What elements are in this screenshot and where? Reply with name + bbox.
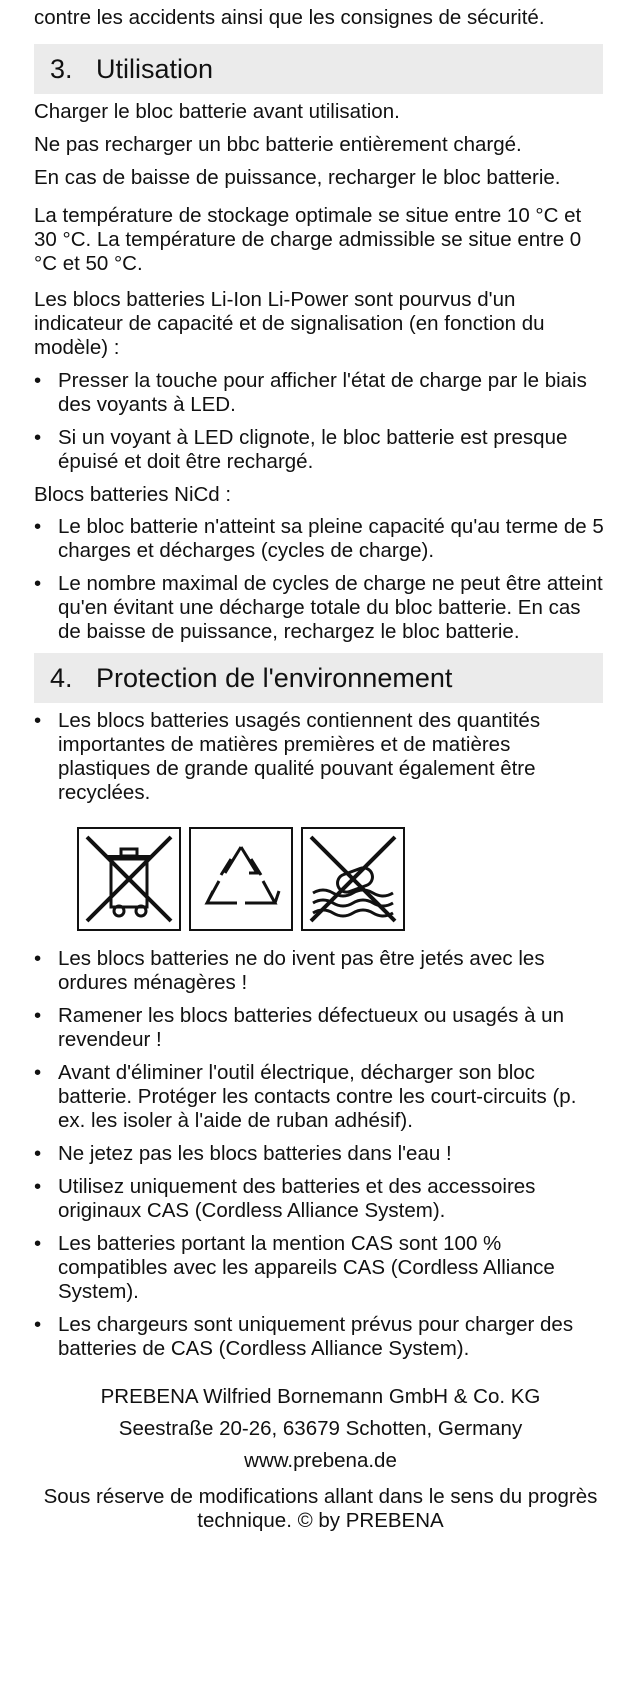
company-website[interactable]: www.prebena.de — [244, 1449, 397, 1472]
paragraph: Charger le bloc batterie avant utilisation. — [34, 100, 400, 123]
list-item: • Les blocs batteries ne do ivent pas être jetés avec les ordures ménagères ! — [34, 947, 607, 995]
section-4-heading — [34, 653, 603, 703]
footer — [34, 1383, 607, 1533]
paragraph: Ne pas recharger un bbc batterie entièrement chargé. — [34, 133, 522, 156]
env-intro-list — [34, 709, 607, 805]
list-item: • Ne jetez pas les blocs batteries dans l'eau ! — [34, 1142, 607, 1166]
intro-text: contre les accidents ainsi que les consignes de sécurité. — [34, 6, 545, 29]
list-item: • Les batteries portant la mention CAS sont 100 % compatibles avec les appareils CAS (Cordless Alliance System). — [34, 1232, 607, 1304]
section-4-number: 4. — [50, 663, 73, 693]
list-item: • Si un voyant à LED clignote, le bloc batterie est presque épuisé et doit être rechargé. — [34, 426, 607, 474]
paragraph: En cas de baisse de puissance, recharger le bloc batterie. — [34, 166, 561, 189]
nicd-bullet-list — [34, 515, 607, 644]
list-item: • Avant d'éliminer l'outil électrique, décharger son bloc batterie. Protéger les contacts contre les court-circuits (p. ex. les isoler à l'aide de ruban adhésif). — [34, 1061, 607, 1133]
company-name: PREBENA Wilfried Bornemann GmbH & Co. KG — [100, 1385, 541, 1408]
list-item: • Presser la touche pour afficher l'état de charge par le biais des voyants à LED. — [34, 369, 607, 417]
disposal-icons — [77, 827, 607, 931]
section-3-number: 3. — [50, 54, 73, 84]
crossed-bin-icon — [77, 827, 181, 931]
list-item: • Ramener les blocs batteries défectueux ou usagés à un revendeur ! — [34, 1004, 607, 1052]
section-3-heading — [34, 44, 603, 94]
paragraph: La température de stockage optimale se situe entre 10 °C et 30 °C. La température de charge admissible se situe entre 0 °C et 50 °C. — [34, 204, 582, 275]
list-item: • Les blocs batteries usagés contiennent des quantités importantes de matières premières et de matières plastiques de grande qualité pouvant également être recyclées. — [34, 709, 607, 805]
nicd-label: Blocs batteries NiCd : — [34, 483, 232, 506]
list-item: • Le nombre maximal de cycles de charge ne peut être atteint qu'en évitant une décharge totale du bloc batterie. En cas de baisse de puissance, rechargez le bloc batterie. — [34, 572, 607, 644]
list-item: • Le bloc batterie n'atteint sa pleine capacité qu'au terme de 5 charges et décharges (cycles de charge). — [34, 515, 607, 563]
liion-bullet-list — [34, 369, 607, 474]
section-4-title: Protection de l'environnement — [96, 663, 453, 693]
section-3-title: Utilisation — [96, 54, 214, 84]
recycle-icon — [189, 827, 293, 931]
list-item: • Les chargeurs sont uniquement prévus pour charger des batteries de CAS (Cordless Alliance System). — [34, 1313, 607, 1361]
company-address: Seestraße 20-26, 63679 Schotten, Germany — [118, 1417, 523, 1440]
list-item: • Utilisez uniquement des batteries et des accessoires originaux CAS (Cordless Alliance System). — [34, 1175, 607, 1223]
no-water-icon — [301, 827, 405, 931]
env-bullet-list — [34, 947, 607, 1361]
manual-page — [0, 6, 627, 1690]
paragraph: Les blocs batteries Li-Ion Li-Power sont pourvus d'un indicateur de capacité et de signalisation (en fonction du modèle) : — [34, 288, 545, 359]
legal-notice: Sous réserve de modifications allant dans le sens du progrès technique. © by PREBENA — [43, 1485, 598, 1532]
